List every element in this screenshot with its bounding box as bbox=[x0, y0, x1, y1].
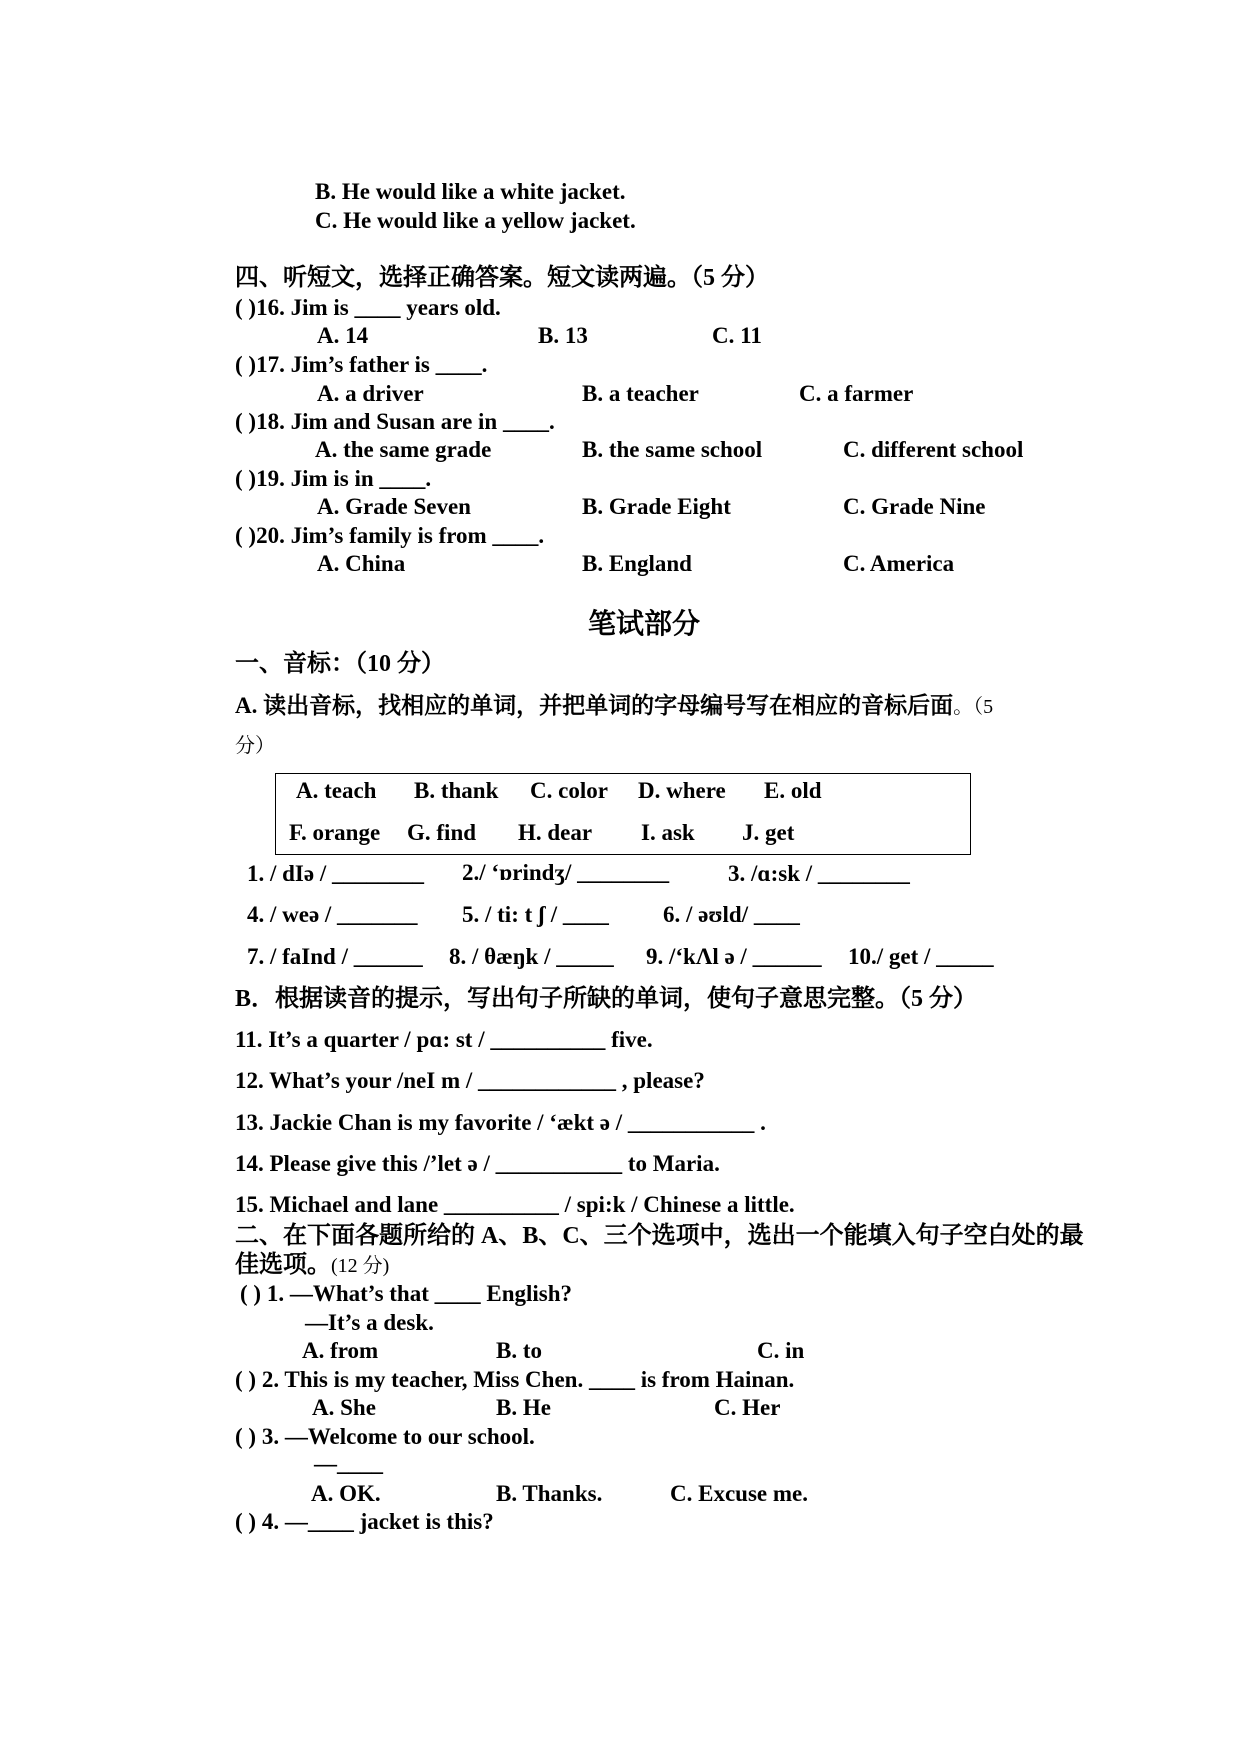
q17-option-a: A. a driver bbox=[317, 381, 424, 406]
part2-title-text: 佳选项。 bbox=[235, 1252, 331, 1278]
phonetic-item-2: 2./ ‘ɒrindʒ/ ________ bbox=[462, 860, 670, 885]
word-g: G. find bbox=[407, 820, 477, 845]
partB-instruction: B．根据读音的提示，写出句子所缺的单词，使句子意思完整。（5 分） bbox=[235, 986, 978, 1012]
word-b: B. thank bbox=[414, 778, 499, 803]
mc-q1-stem: ( ) 1. —What’s that ____ English? bbox=[240, 1281, 573, 1306]
phonetic-item-10: 10./ get / _____ bbox=[848, 944, 994, 969]
q18-option-c: C. different school bbox=[843, 437, 1024, 462]
partB-item-12: 12. What’s your /neI m / ____________ , please? bbox=[235, 1068, 705, 1093]
q19-option-b: B. Grade Eight bbox=[582, 494, 731, 519]
phonetic-item-6: 6. / əʊld/ ____ bbox=[663, 902, 800, 927]
q17-option-b: B. a teacher bbox=[582, 381, 699, 406]
part2-title-line2 bbox=[235, 1253, 389, 1277]
q16-option-b: B. 13 bbox=[538, 323, 588, 348]
q19-option-c: C. Grade Nine bbox=[843, 494, 986, 519]
q20-option-a: A. China bbox=[317, 551, 406, 576]
q16-option-a: A. 14 bbox=[317, 323, 369, 348]
word-j: J. get bbox=[742, 820, 795, 845]
q20-option-c: C. America bbox=[843, 551, 955, 576]
mc-q2-stem: ( ) 2. This is my teacher, Miss Chen. ____ is from Hainan. bbox=[235, 1367, 795, 1392]
q17-stem: ( )17. Jim’s father is ____. bbox=[235, 352, 488, 377]
phonetic-item-9: 9. /‘kΛl ə / ______ bbox=[646, 944, 822, 969]
mc-q1-option-c: C. in bbox=[757, 1338, 805, 1363]
phonetic-item-7: 7. / faInd / ______ bbox=[247, 944, 423, 969]
partA-instruction-text: A. 读出音标，找相应的单词，并把单词的字母编号写在相应的音标后面 bbox=[235, 693, 954, 718]
option-q15-c: C. He would like a yellow jacket. bbox=[315, 208, 636, 233]
q18-option-b: B. the same school bbox=[582, 437, 763, 462]
q19-stem: ( )19. Jim is in ____. bbox=[235, 466, 432, 491]
word-f: F. orange bbox=[289, 820, 381, 845]
word-h: H. dear bbox=[518, 820, 593, 845]
phonetic-item-8: 8. / θæŋk / _____ bbox=[449, 944, 614, 969]
phonetic-item-4: 4. / weə / _______ bbox=[247, 902, 418, 927]
partB-item-11: 11. It’s a quarter / pɑ: st / __________ five. bbox=[235, 1027, 653, 1052]
word-i: I. ask bbox=[641, 820, 695, 845]
part2-points: (12 分) bbox=[331, 1255, 390, 1277]
partB-item-14: 14. Please give this /’let ə / ___________ to Maria. bbox=[235, 1151, 720, 1176]
mc-q3-option-b: B. Thanks. bbox=[496, 1481, 603, 1506]
partA-points-cont: 分） bbox=[235, 735, 275, 757]
partA-instruction bbox=[235, 694, 993, 717]
word-e: E. old bbox=[764, 778, 822, 803]
mc-q3-option-c: C. Excuse me. bbox=[670, 1481, 808, 1506]
part2-title-line1: 二、在下面各题所给的 A、B、C、三个选项中，选出一个能填入句子空白处的最 bbox=[235, 1223, 1084, 1249]
phonetic-item-5: 5. / ti: t ʃ / ____ bbox=[462, 902, 609, 927]
part1-title: 一、音标：（10 分） bbox=[235, 651, 445, 677]
partA-points: 。（5 bbox=[953, 696, 994, 718]
q17-option-c: C. a farmer bbox=[799, 381, 914, 406]
q20-stem: ( )20. Jim’s family is from ____. bbox=[235, 523, 545, 548]
q18-stem: ( )18. Jim and Susan are in ____. bbox=[235, 409, 555, 434]
q16-stem: ( )16. Jim is ____ years old. bbox=[235, 295, 501, 320]
word-d: D. where bbox=[638, 778, 726, 803]
mc-q2-option-a: A. She bbox=[312, 1395, 376, 1420]
mc-q4-stem: ( ) 4. —____ jacket is this? bbox=[235, 1509, 494, 1534]
word-a: A. teach bbox=[296, 778, 377, 803]
q16-option-c: C. 11 bbox=[712, 323, 762, 348]
written-part-title: 笔试部分 bbox=[588, 607, 701, 640]
q20-option-b: B. England bbox=[582, 551, 692, 576]
option-q15-b: B. He would like a white jacket. bbox=[315, 179, 626, 204]
q18-option-a: A. the same grade bbox=[315, 437, 492, 462]
phonetic-item-1: 1. / dIə / ________ bbox=[247, 861, 424, 886]
mc-q2-option-b: B. He bbox=[496, 1395, 551, 1420]
mc-q3-stem: ( ) 3. —Welcome to our school. bbox=[235, 1424, 535, 1449]
partB-item-13: 13. Jackie Chan is my favorite / ‘ækt ə / ___________ . bbox=[235, 1110, 766, 1135]
mc-q1-option-b: B. to bbox=[496, 1338, 542, 1363]
partB-item-15: 15. Michael and lane __________ / spi:k / Chinese a little. bbox=[235, 1192, 795, 1217]
mc-q3-reply: —____ bbox=[314, 1451, 383, 1476]
word-c: C. color bbox=[530, 778, 608, 803]
section4-title: 四、听短文，选择正确答案。短文读两遍。（5 分） bbox=[235, 265, 769, 291]
q19-option-a: A. Grade Seven bbox=[317, 494, 471, 519]
mc-q1-reply: —It’s a desk. bbox=[305, 1310, 434, 1335]
mc-q1-option-a: A. from bbox=[302, 1338, 379, 1363]
mc-q2-option-c: C. Her bbox=[714, 1395, 781, 1420]
mc-q3-option-a: A. OK. bbox=[311, 1481, 381, 1506]
phonetic-item-3: 3. /ɑ:sk / ________ bbox=[728, 861, 910, 886]
